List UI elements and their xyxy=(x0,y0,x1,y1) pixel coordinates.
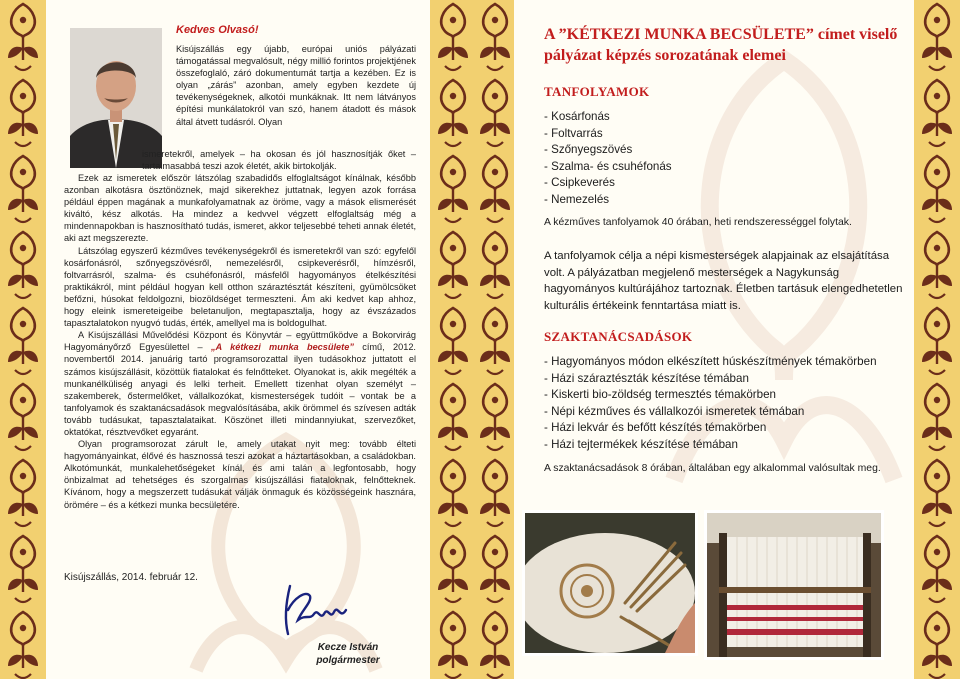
list-item: - Szalma- és csuhéfonás xyxy=(544,159,672,173)
list-item: - Kosárfonás xyxy=(544,110,610,123)
courses-goal: A tanfolyamok célja a népi kismesterségek alapjainak az elsajátítása volt. A pályázatban megjelenő mesterségek a Nagykunság hagyományos kultúrájához tartoznak. Életben tartásuk elengedhetetlen kulturális értékeink fenntartása miatt is. xyxy=(544,250,903,312)
list-item: - Szőnyegszövés xyxy=(544,143,633,156)
list-item: - Foltvarrás xyxy=(544,126,603,140)
list-item: - Házi lekvár és befőtt készítés témakörben xyxy=(544,421,767,434)
list-item: - Nemezelés xyxy=(544,192,610,206)
letter-page xyxy=(46,0,430,679)
consultations-list xyxy=(544,354,877,453)
courses-heading: TANFOLYAMOK xyxy=(544,84,650,99)
letter-intro-continuation xyxy=(142,148,416,172)
list-item: - Házi tejtermékek készítése témában xyxy=(544,437,738,451)
folk-tulip-ornament-icon xyxy=(472,0,514,679)
list-item: - Kiskerti bio-zöldség termesztés témakörben xyxy=(544,388,776,401)
center-left-ornament-border xyxy=(430,0,472,679)
letter-paragraph-5: Olyan programsorozat zárult le, amely utakat nyit meg: tovább élteti hagyományainkat, élővé és hasznossá teszi azokat a háztartásokban, a családokban. Alkotómunkát, munkalehetőségeket kínál, és ami talán a legfontosabb, hogy önbizalmat ad tehetséges és szorgalmas kisújszállási fiataloknak, felnőtteknek. Kívánom, hogy a megszerzett tudásukat válják önmaguk és közösségeink hasznára, örömére – és a kétkezi munka becsületére. xyxy=(64,439,416,510)
courses-list xyxy=(544,109,672,208)
letter-intro-cont-text: ismeretekről, amelyek – ha okosan és jól hasznosítják őket – tartalmasabbá teszi azok életét, akik birtokolják. xyxy=(142,149,416,172)
center-right-ornament-border xyxy=(472,0,514,679)
program-page xyxy=(514,0,914,679)
folk-tulip-ornament-icon xyxy=(914,0,960,679)
weaving-loom-photo xyxy=(704,510,884,660)
list-item: - Házi száraztészták készítése témában xyxy=(544,371,749,385)
list-item: - Hagyományos módon elkészített húskészítmények témakörben xyxy=(544,355,877,368)
letter-paragraph-4-start: A Kisújszállási Művelődési Központ és Könyvtár – együttműködve a Bokorvirág Hagyományőrző Egyesülettel – xyxy=(64,330,416,353)
courses-note: A kézműves tanfolyamok 40 órában, heti rendszerességgel folytak. xyxy=(544,217,852,228)
right-ornament-border xyxy=(914,0,960,679)
letter-paragraph-4-end: című, 2012. novembertől 2014. januárig tartó programsorozattal ilyen tudásokhoz juttatott el számos kisújszállásit, közöttük fiatalokat és felnőtteket. Olyanokat is, akik megélték a munkanélküliség anyagi és lelki terheit. Emellett tizenhat olyan személyt – szakemberek, őstermelőket, vállalkozókat, kismesterségek tudóit – vontak be a tanfolyamok és szaktanácsadások megvalósításába, akik örömmel és szívesen adták tovább tudásukat, tapasztalataikat. Köszönet illeti mindannyiukat, szervezőket, oktatókat, résztvevőket egyaránt. xyxy=(64,342,416,437)
letter-body xyxy=(64,172,416,511)
program-name-highlight: „A kétkezi munka becsülete” xyxy=(210,342,354,353)
handwritten-signature-icon xyxy=(276,580,356,638)
consultations-heading: SZAKTANÁCSADÁSOK xyxy=(544,329,693,344)
letter-intro-text: Kisújszállás egy újabb, európai uniós pályázati támogatással megvalósult, négy millió forintos projektjének összefoglaló, záró dokumentumát tartja a kezében. Ez is olyan „zárás” azonban, amely egyben kezdete új tevékenységeknek, alkotói munkáknak. Itt nem látványos építési munkálatokról van szó, hanem átadott és mások által átvett tudásról. Olyan xyxy=(176,44,416,127)
program-title: A ”KÉTKEZI MUNKA BECSÜLETE” címet viselő pályázat képzés sorozatának elemei xyxy=(544,26,898,64)
letter-paragraph-3: Látszólag egyszerű kézműves tevékenységekről és ismeretekről van szó: egyfelől kosárfonásról, szőnyegszövésről, nemezelésről, csipkeverésről, hímzésről, foltvarrásról, szalma- és csuhéfonásról, másfelől hagyományos ételkészítési praktikákról, mint például hogyan kell otthon száraztésztát készíteni, gyümölcsöket befőzni, húsokat feldolgozni, biozöldséget termeszteni. Ám aki kedvet kap ahhoz, hogy eleink ismereteigeibe beletanuljon, megtapasztalja, hogy az évszázados tapasztalatokon nyugvó tudás, érték, amellyel ma is boldogulhat. xyxy=(64,245,416,329)
letter-paragraph-2: Ezek az ismeretek először látszólag szabadidős elfoglaltságot kínálnak, később azonban alkotásra ösztönöznek, majd sikerekhez juttatnak, legyen azok forrása például éppen magának a munkafolyamatnak az öröme, vagy a mások elismerését kiváltó, kész alkotás. Ha mindez a kedvvel végzett elfoglaltság még a mindennapokban is hasznosítható tudás, ismeret, akkor teljesebbé teheti annak életét, aki azt megszerezte. xyxy=(64,173,416,244)
consultations-note: A szaktanácsadások 8 órában, általában egy alkalommal valósultak meg. xyxy=(544,463,881,474)
letter-greeting: Kedves Olvasó! xyxy=(176,24,259,36)
lace-making-photo xyxy=(522,510,698,656)
left-ornament-border xyxy=(0,0,46,679)
signer-title: polgármester xyxy=(316,655,380,666)
mayor-portrait-photo xyxy=(70,28,162,168)
list-item: - Csipkeverés xyxy=(544,176,615,189)
letter-intro-paragraph xyxy=(176,43,416,128)
folk-tulip-ornament-icon xyxy=(430,0,472,679)
list-item: - Népi kézműves és vállalkozói ismeretek témában xyxy=(544,404,805,418)
signer-name: Kecze István xyxy=(317,642,379,653)
letter-paragraph-4 xyxy=(64,329,416,438)
letter-dateline: Kisújszállás, 2014. február 12. xyxy=(64,572,198,583)
folk-tulip-ornament-icon xyxy=(0,0,46,679)
